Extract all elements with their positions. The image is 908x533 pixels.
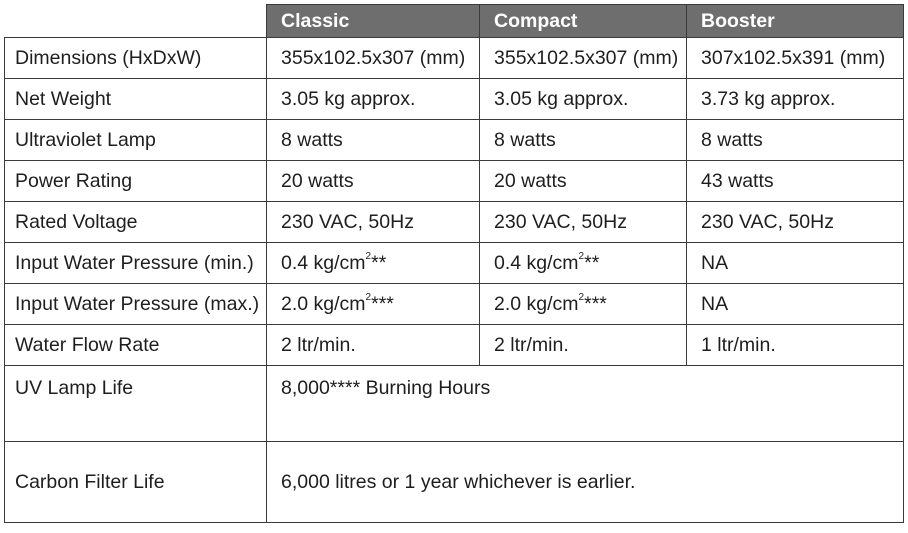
table-row <box>5 325 904 366</box>
cell-classic: 3.05 kg approx. <box>267 79 480 120</box>
row-label: Net Weight <box>5 79 267 120</box>
row-label: Ultraviolet Lamp <box>5 120 267 161</box>
cell-classic: 230 VAC, 50Hz <box>267 202 480 243</box>
cell-booster: 3.73 kg approx. <box>687 79 904 120</box>
table-row <box>5 284 904 325</box>
value-text: 0.4 kg/cm <box>494 251 579 274</box>
row-label: Input Water Pressure (max.) <box>5 284 267 325</box>
superscript: 2 <box>578 251 585 262</box>
cell-classic: 2 ltr/min. <box>267 325 480 366</box>
cell-booster: NA <box>687 243 904 284</box>
header-booster: Booster <box>687 5 904 38</box>
cell-classic <box>267 284 480 325</box>
cell-compact <box>480 243 687 284</box>
cell-booster: 1 ltr/min. <box>687 325 904 366</box>
cell-booster: 43 watts <box>687 161 904 202</box>
row-label: Rated Voltage <box>5 202 267 243</box>
row-label: Water Flow Rate <box>5 325 267 366</box>
table-row <box>5 442 904 523</box>
cell-classic: 355x102.5x307 (mm) <box>267 38 480 79</box>
footnote-marker: ** <box>584 251 600 274</box>
cell-compact: 355x102.5x307 (mm) <box>480 38 687 79</box>
specifications-table <box>4 4 904 523</box>
cell-classic <box>267 243 480 284</box>
table-row <box>5 243 904 284</box>
row-label: Power Rating <box>5 161 267 202</box>
cell-compact: 2 ltr/min. <box>480 325 687 366</box>
header-row <box>5 5 904 38</box>
cell-compact: 230 VAC, 50Hz <box>480 202 687 243</box>
table-row <box>5 366 904 442</box>
superscript: 2 <box>578 292 585 303</box>
row-label: UV Lamp Life <box>5 366 267 442</box>
table-row <box>5 161 904 202</box>
cell-compact <box>480 284 687 325</box>
table-row <box>5 202 904 243</box>
cell-classic: 20 watts <box>267 161 480 202</box>
header-compact: Compact <box>480 5 687 38</box>
cell-classic: 8 watts <box>267 120 480 161</box>
cell-compact: 20 watts <box>480 161 687 202</box>
cell-compact: 3.05 kg approx. <box>480 79 687 120</box>
header-corner <box>5 5 267 38</box>
footnote-marker: *** <box>371 292 394 315</box>
table-row <box>5 120 904 161</box>
cell-compact: 8 watts <box>480 120 687 161</box>
value-text: 2.0 kg/cm <box>281 292 366 315</box>
superscript: 2 <box>365 251 372 262</box>
row-label: Input Water Pressure (min.) <box>5 243 267 284</box>
cell-merged: 8,000**** Burning Hours <box>267 366 904 442</box>
table-row <box>5 79 904 120</box>
cell-booster: NA <box>687 284 904 325</box>
cell-booster: 8 watts <box>687 120 904 161</box>
value-text: 0.4 kg/cm <box>281 251 366 274</box>
cell-merged: 6,000 litres or 1 year whichever is earlier. <box>267 442 904 523</box>
cell-booster: 307x102.5x391 (mm) <box>687 38 904 79</box>
row-label: Carbon Filter Life <box>5 442 267 523</box>
value-text: 2.0 kg/cm <box>494 292 579 315</box>
footnote-marker: ** <box>371 251 387 274</box>
header-classic: Classic <box>267 5 480 38</box>
cell-booster: 230 VAC, 50Hz <box>687 202 904 243</box>
superscript: 2 <box>365 292 372 303</box>
row-label: Dimensions (HxDxW) <box>5 38 267 79</box>
footnote-marker: *** <box>584 292 607 315</box>
table-row <box>5 38 904 79</box>
